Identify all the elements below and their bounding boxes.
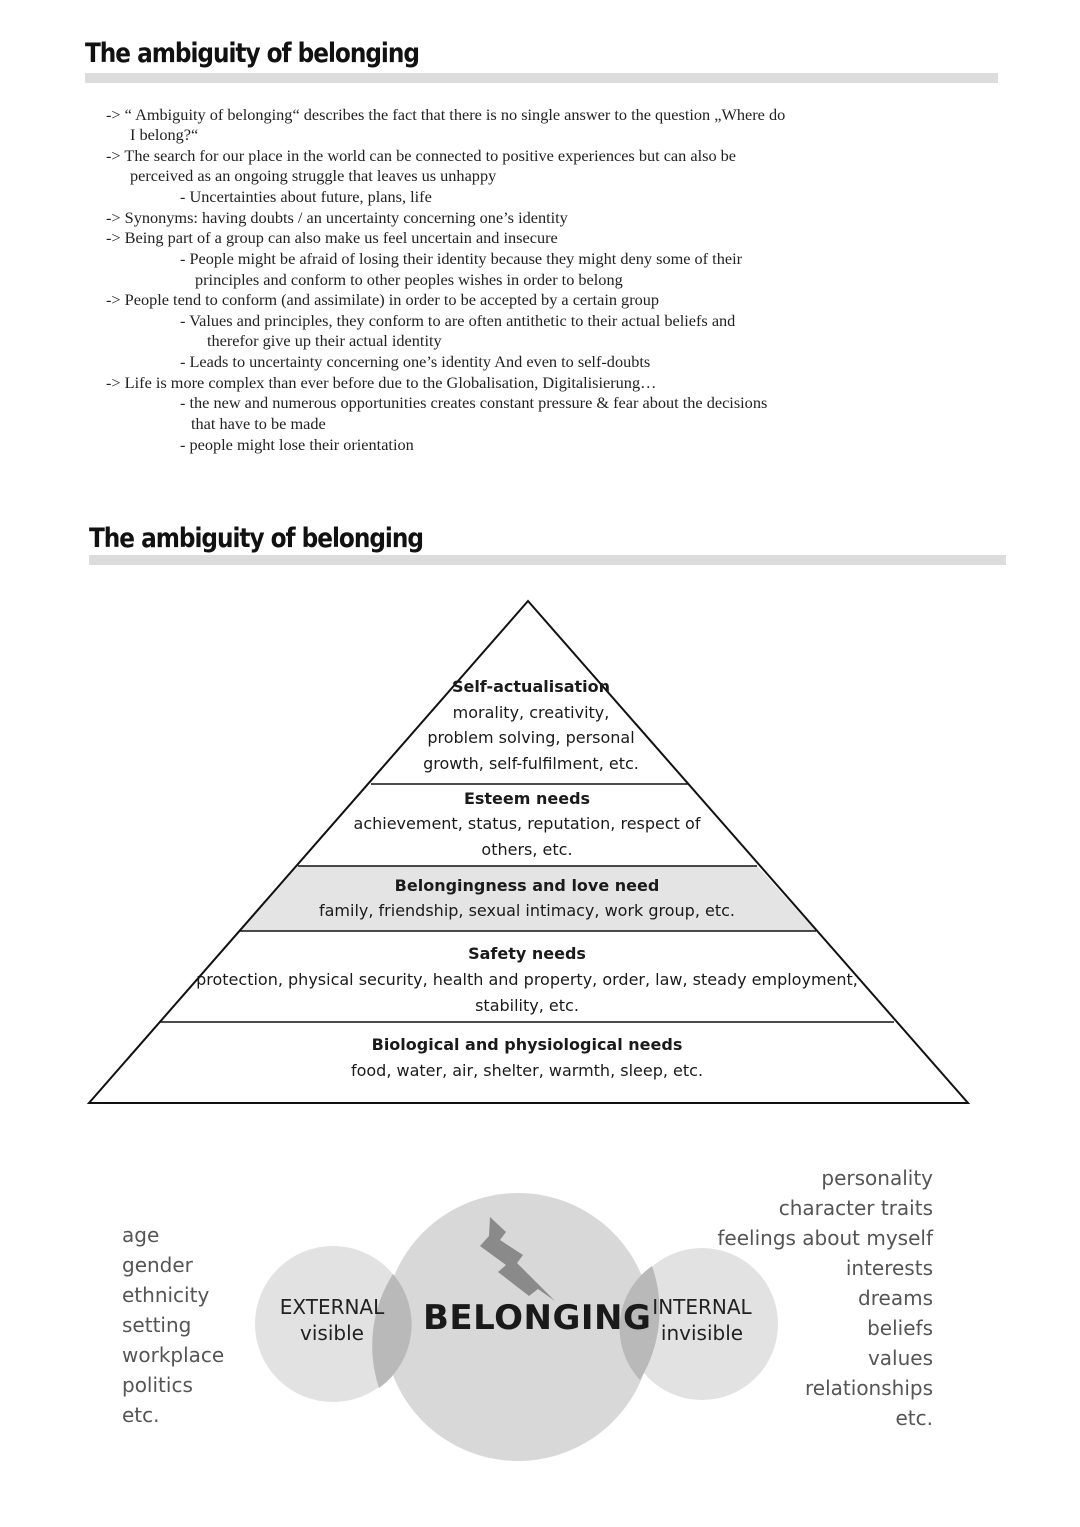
note-line: - People might be afraid of losing their identity because they might deny some of their — [180, 249, 743, 268]
level-title: Self-actualisation — [451, 677, 611, 696]
note-line: - Uncertainties about future, plans, life — [180, 187, 432, 206]
internal-word: beliefs — [867, 1316, 933, 1340]
external-word: gender — [122, 1253, 193, 1277]
note-line: - the new and numerous opportunities creates constant pressure & fear about the decisions — [180, 393, 768, 412]
level-desc: problem solving, personal — [427, 728, 635, 747]
level-desc: others, etc. — [481, 840, 573, 859]
level-desc: stability, etc. — [475, 996, 579, 1015]
external-word: workplace — [122, 1343, 225, 1367]
internal-word-list — [717, 1163, 933, 1433]
internal-word: values — [867, 1346, 933, 1370]
internal-word: feelings about myself — [717, 1226, 933, 1250]
note-line: -> Life is more complex than ever before due to the Globalisation, Digitalisierung… — [106, 373, 657, 392]
external-title: EXTERNAL — [279, 1295, 385, 1319]
level-title: Belongingness and love need — [394, 876, 660, 895]
internal-word: interests — [845, 1256, 933, 1280]
belonging-label: BELONGING — [423, 1298, 652, 1338]
note-line: perceived as an ongoing struggle that leaves us unhappy — [130, 166, 497, 185]
level-title: Biological and physiological needs — [371, 1035, 683, 1054]
internal-word: relationships — [805, 1376, 933, 1400]
note-line: - people might lose their orientation — [180, 435, 414, 454]
note-line: - Leads to uncertainty concerning one’s identity And even to self-doubts — [180, 352, 651, 371]
note-line: -> Being part of a group can also make us feel uncertain and insecure — [106, 228, 558, 247]
internal-subtitle: invisible — [660, 1321, 744, 1345]
external-word: age — [122, 1223, 160, 1247]
section1-title: The ambiguity of belonging — [85, 38, 419, 69]
internal-word: dreams — [858, 1286, 933, 1310]
external-word: politics — [122, 1373, 193, 1397]
internal-word: personality — [821, 1166, 933, 1190]
level-title: Safety needs — [468, 944, 586, 963]
external-word: setting — [122, 1313, 192, 1337]
internal-title: INTERNAL — [652, 1295, 752, 1319]
external-subtitle: visible — [300, 1321, 364, 1345]
level-desc: morality, creativity, — [452, 703, 610, 722]
level-desc: food, water, air, shelter, warmth, sleep, etc. — [350, 1061, 704, 1080]
level-title: Esteem needs — [463, 789, 591, 808]
internal-word: character traits — [778, 1196, 933, 1220]
note-line: therefor give up their actual identity — [207, 331, 442, 350]
note-line: that have to be made — [191, 414, 326, 433]
external-word-list — [122, 1220, 224, 1430]
level-desc: growth, self-fulfilment, etc. — [423, 754, 639, 773]
note-line: - Values and principles, they conform to are often antithetic to their actual beliefs and — [180, 311, 736, 330]
note-line: -> People tend to conform (and assimilate) in order to be accepted by a certain group — [106, 290, 660, 309]
note-line: principles and conform to other peoples wishes in order to belong — [195, 270, 623, 289]
external-word: etc. — [122, 1403, 160, 1427]
level-desc: protection, physical security, health and property, order, law, steady employment, — [196, 970, 858, 989]
level-desc: family, friendship, sexual intimacy, work group, etc. — [318, 901, 736, 920]
internal-word: etc. — [895, 1406, 933, 1430]
section2-title: The ambiguity of belonging — [89, 523, 423, 554]
note-line: I belong?“ — [130, 125, 199, 144]
note-line: -> The search for our place in the world can be connected to positive experiences but can also be — [106, 146, 737, 165]
external-label — [272, 1294, 392, 1346]
note-line: -> Synonyms: having doubts / an uncertainty concerning one’s identity — [106, 208, 568, 227]
note-line: -> “ Ambiguity of belonging“ describes the fact that there is no single answer to the question „Where do — [106, 105, 786, 124]
level-desc: achievement, status, reputation, respect of — [353, 814, 701, 833]
external-word: ethnicity — [122, 1283, 210, 1307]
